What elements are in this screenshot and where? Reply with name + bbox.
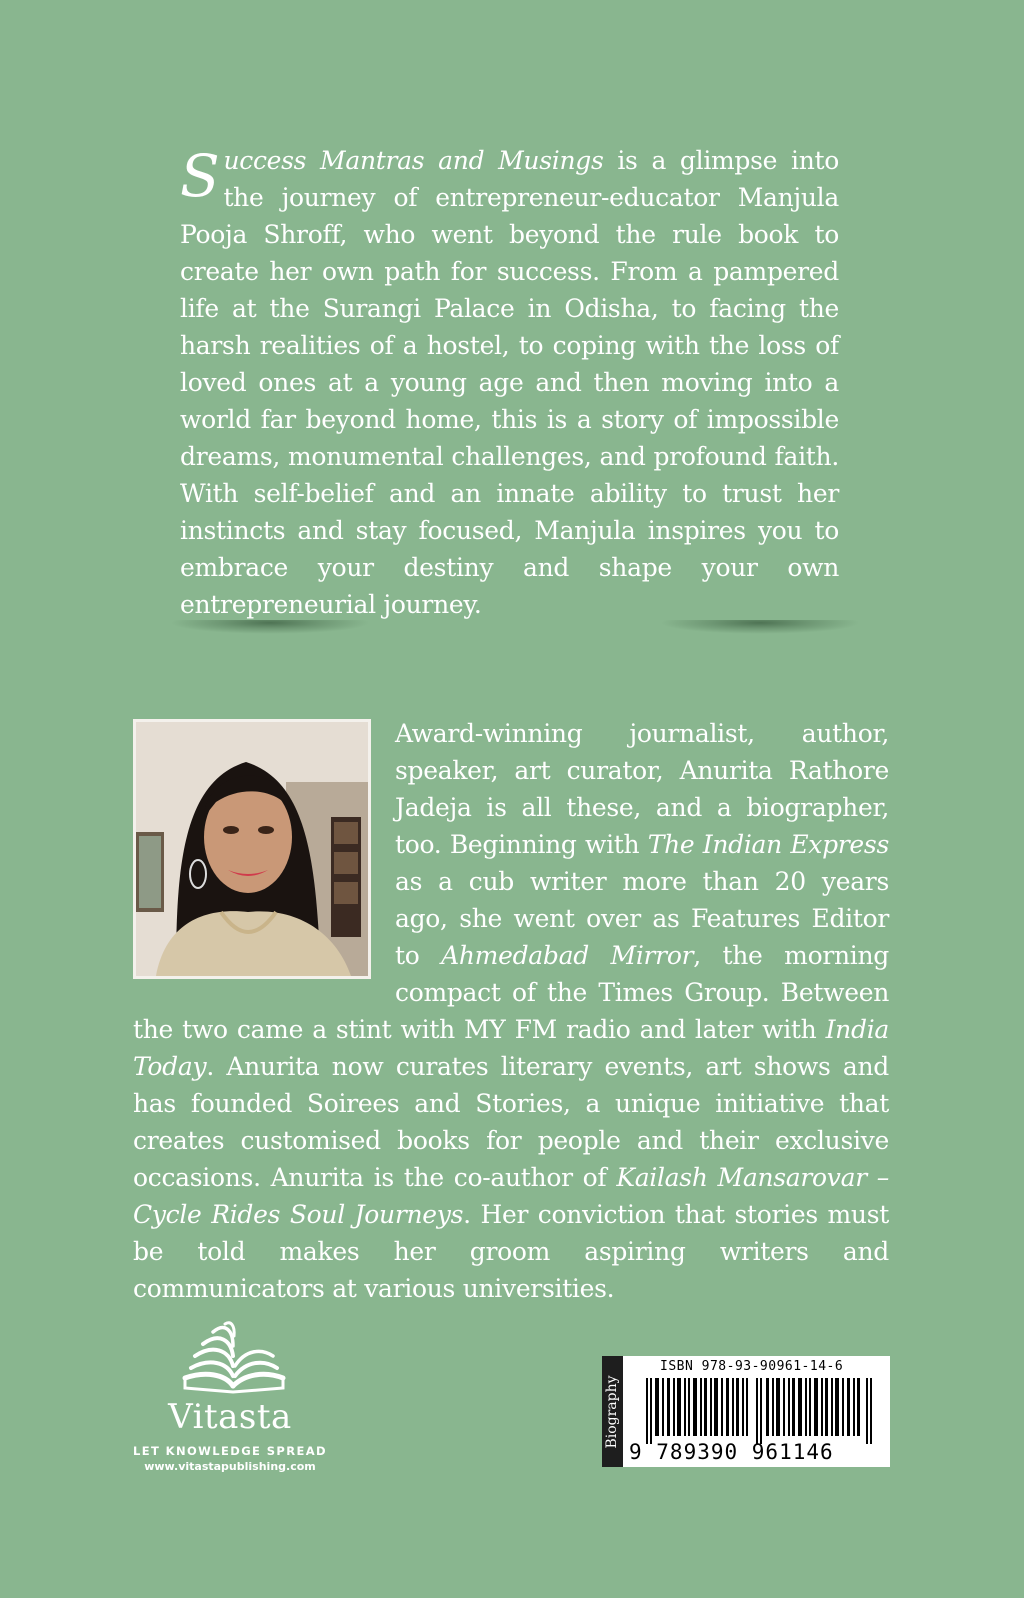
blurb-text: is a glimpse into the journey of entrepreneur-educator Manjula Pooja Shroff, who went beyond the rule book to create her own path for success. From a pampered life at the Surangi Palace in Odisha, to facing the harsh realities of a hostel, to coping with the loss of loved ones at a young age and then moving into a world far beyond home, this is a story of impossible dreams, monumental challenges, and profound faith. With self-belief and an innate ability to trust her instincts and stay focused, Manjula inspires you to embrace your destiny and shape your own entrepreneurial journey. xyxy=(180,146,840,619)
bio-text-1: Award-winning journalist, author, speaker, art curator, Anurita Rathore Jadeja is all these, and a biographer, too. Beginning with xyxy=(395,719,889,859)
publisher-tagline: LET KNOWLEDGE SPREAD xyxy=(133,1444,327,1458)
bio-text-4: . Anurita now curates literary events, art shows and has founded Soirees and Stories, a unique initiative that creates customised books for people and their exclusive occasions. Anurita is the co-author of xyxy=(133,1052,889,1192)
author-bio xyxy=(133,715,889,1307)
isbn-label: ISBN 978-93-90961-14-6 xyxy=(660,1359,844,1374)
bio-italic-1: The Indian Express xyxy=(647,830,889,859)
divider-shadow-left xyxy=(170,620,370,634)
bio-text-2: as a cub writer more than 20 years ago, she went over as Features Editor to xyxy=(395,867,889,970)
publisher-name: Vitasta xyxy=(168,1397,292,1437)
bio-text-5: . Her conviction that stories must be told makes her groom aspiring writers and communicators at various universities. xyxy=(133,1200,889,1303)
publisher-url: www.vitastapublishing.com xyxy=(144,1460,316,1473)
barcode-digits: 9 789390 961146 xyxy=(629,1440,834,1464)
barcode-bars xyxy=(642,1378,882,1444)
category-strip xyxy=(602,1356,623,1467)
bio-italic-2: Ahmedabad Mirror xyxy=(441,941,694,970)
bio-italic-3: India Today xyxy=(133,1015,889,1081)
isbn-barcode xyxy=(602,1356,890,1467)
open-book-icon xyxy=(165,1316,295,1396)
book-blurb xyxy=(180,142,839,623)
author-photo xyxy=(133,719,371,979)
book-title: uccess Mantras and Musings xyxy=(223,146,604,175)
drop-cap: S xyxy=(180,142,220,210)
category-label: Biography xyxy=(604,1375,620,1449)
bio-text-3: , the morning compact of the Times Group. Between the two came a stint with MY FM radio and later with xyxy=(133,941,889,1044)
publisher-logo xyxy=(130,1316,330,1473)
bio-italic-4: Kailash Mansarovar – Cycle Rides Soul Journeys xyxy=(133,1163,890,1229)
divider-shadow-right xyxy=(660,620,860,634)
